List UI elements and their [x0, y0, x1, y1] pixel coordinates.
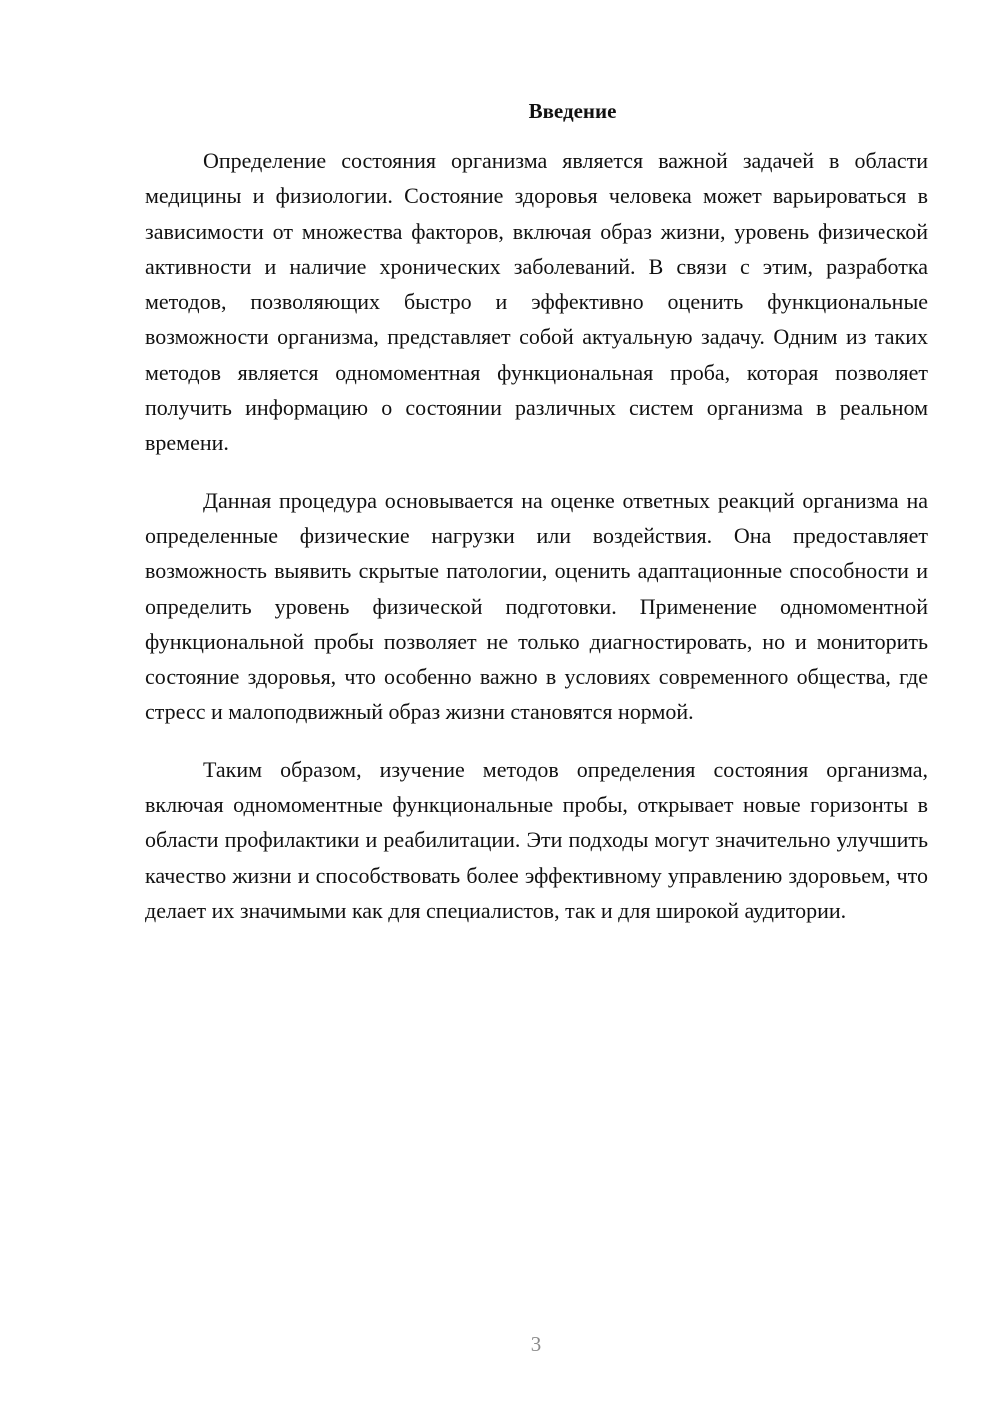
paragraph-3: Таким образом, изучение методов определения состояния организма, включая одномоментные функциональные пробы, открывает новые горизонты в области профилактики и реабилитации. Эти подходы могут значительно улучшить качество жизни и способствовать более эффективному управлению здоровьем, что делает их значимыми как для специалистов, так и для широкой аудитории.: [145, 756, 928, 923]
page-content: [145, 96, 928, 950]
paragraph-2: Данная процедура основывается на оценке ответных реакций организма на определенные физические нагрузки или воздействия. Она предоставляет возможность выявить скрытые патологии, оценить адаптационные способности и определить уровень физической подготовки. Применение одномоментной функциональной пробы позволяет не только диагностировать, но и мониторить состояние здоровья, что особенно важно в условиях современного общества, где стресс и малоподвижный образ жизни становятся нормой.: [145, 487, 928, 725]
page-number: 3: [530, 1332, 542, 1356]
section-heading: Введение: [528, 99, 617, 123]
paragraph-1: Определение состояния организма является важной задачей в области медицины и физиологии. Состояние здоровья человека может варьироваться в зависимости от множества факторов, включая образ жизни, уровень физической активности и наличие хронических заболеваний. В связи с этим, разработка методов, позволяющих быстро и эффективно оценить функциональные возможности организма, представляет собой актуальную задачу. Одним из таких методов является одномоментная функциональная проба, которая позволяет получить информацию о состоянии различных систем организма в реальном времени.: [145, 148, 928, 456]
